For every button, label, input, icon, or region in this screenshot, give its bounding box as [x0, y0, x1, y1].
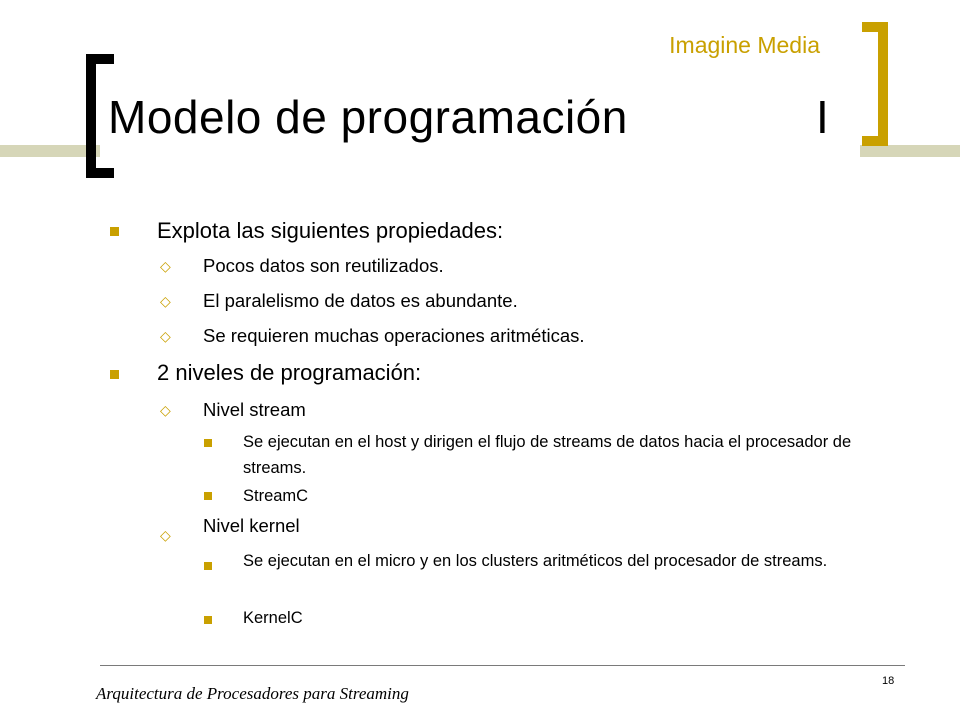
sub-bullet: Nivel kernel: [203, 515, 300, 536]
left-bracket-bottom: [86, 168, 114, 178]
title-band-gap: [100, 143, 860, 159]
sub-bullet: Pocos datos son reutilizados.: [203, 255, 444, 276]
title-part-number: I: [816, 91, 829, 143]
bullet-square-icon: [204, 616, 212, 624]
sub-bullet: El paralelismo de datos es abundante.: [203, 290, 518, 311]
sub-bullet: Nivel stream: [203, 399, 306, 420]
left-bracket: [86, 54, 96, 178]
bullet-diamond-icon: ◇: [160, 328, 171, 344]
sub-sub-bullet: Se ejecutan en el micro y en los clusters aritméticos del procesador de streams.: [243, 552, 828, 570]
sub-sub-bullet: StreamC: [243, 487, 309, 505]
bullet-levels: 2 niveles de programación:: [157, 360, 422, 385]
bullet-square-icon: [204, 439, 212, 447]
right-bracket-top: [862, 22, 888, 32]
right-bracket-bottom: [862, 136, 888, 146]
footer-course-title: Arquitectura de Procesadores para Streaming: [96, 684, 409, 703]
bullet-square-icon: [110, 370, 119, 379]
sub-bullet: Se requieren muchas operaciones aritméticas.: [203, 325, 585, 346]
bullet-properties: Explota las siguientes propiedades:: [157, 218, 504, 243]
footer-divider: [100, 665, 905, 666]
bullet-diamond-icon: ◇: [160, 258, 171, 274]
sub-sub-bullet: KernelC: [243, 609, 303, 627]
bullet-square-icon: [204, 562, 212, 570]
brand-label: Imagine Media: [669, 32, 820, 58]
bullet-square-icon: [110, 227, 119, 236]
bullet-square-icon: [204, 492, 212, 500]
page-title: Modelo de programación: [108, 91, 628, 143]
sub-sub-bullet: Se ejecutan en el host y dirigen el flujo de streams de datos hacia el procesador de streams.: [243, 433, 852, 477]
bullet-diamond-icon: ◇: [160, 293, 171, 309]
page-number: 18: [882, 675, 895, 687]
bullet-diamond-icon: ◇: [160, 402, 171, 418]
left-bracket-top: [86, 54, 114, 64]
bullet-diamond-icon: ◇: [160, 527, 171, 543]
right-bracket: [878, 22, 888, 146]
